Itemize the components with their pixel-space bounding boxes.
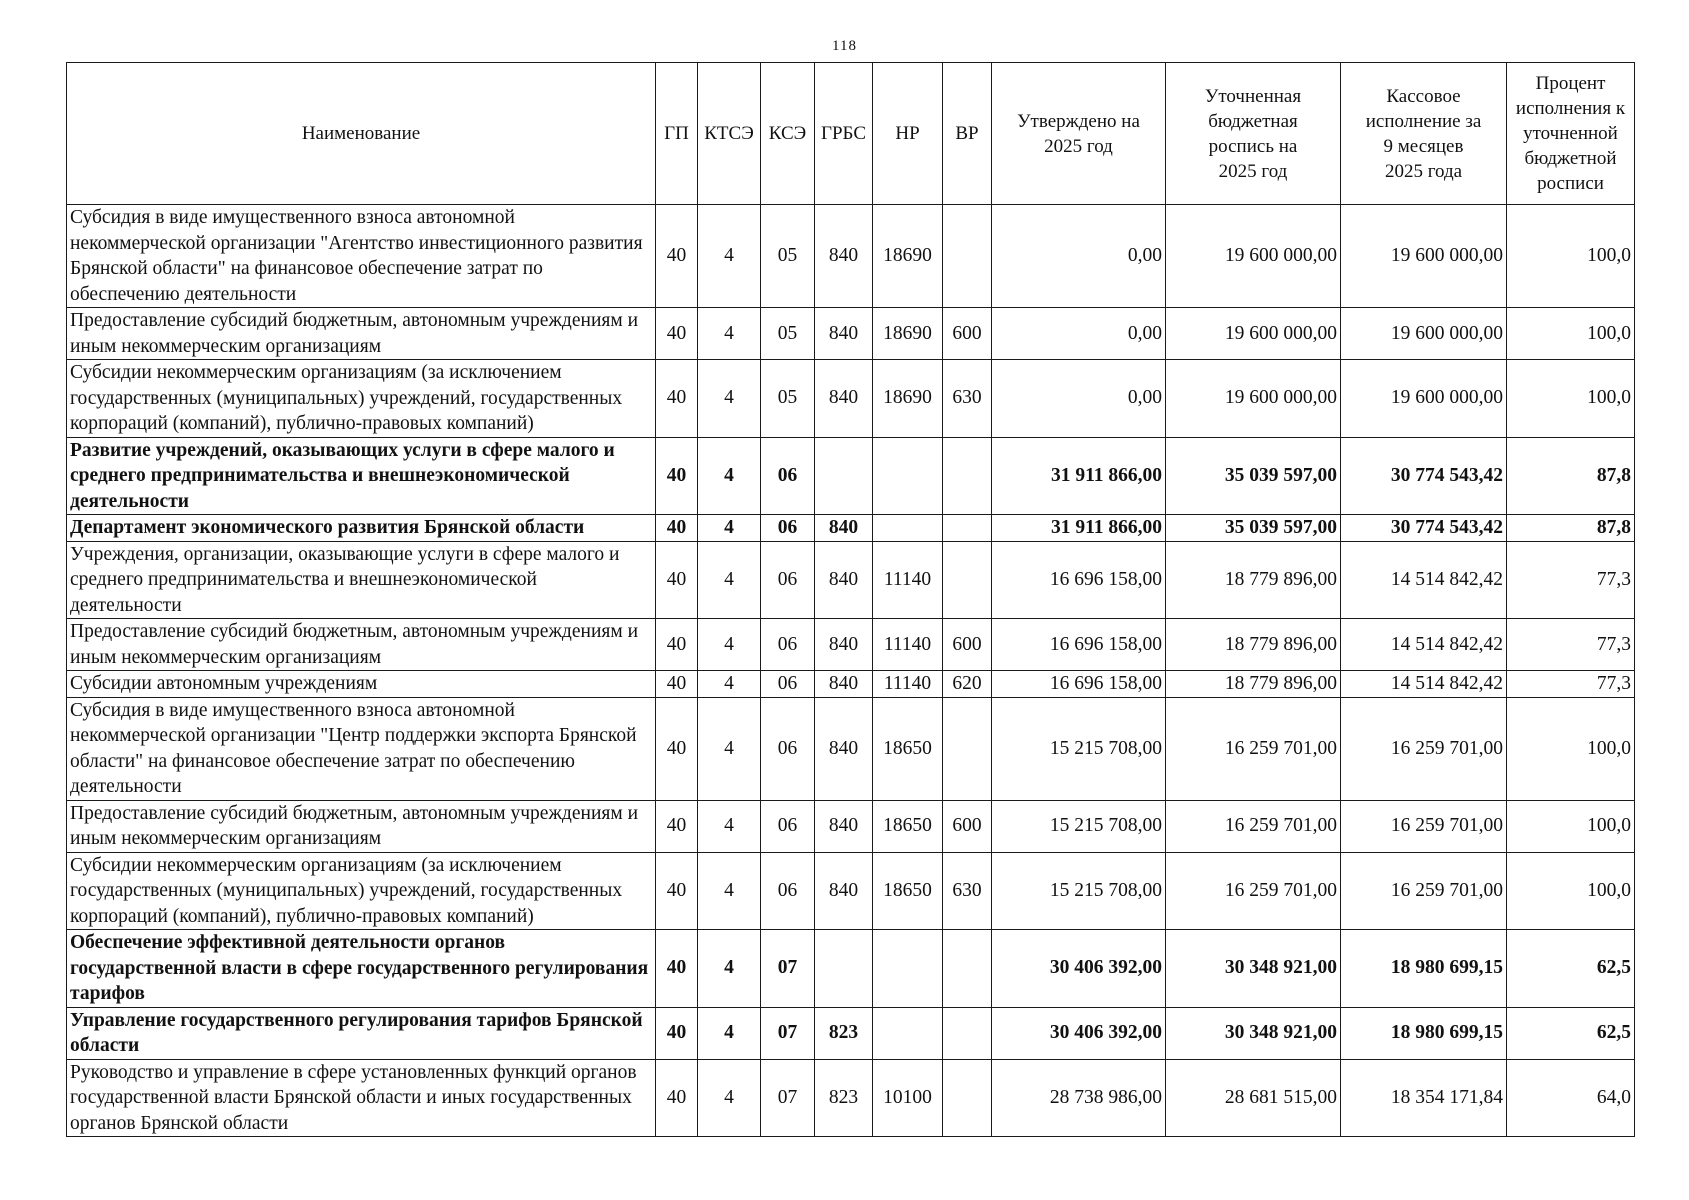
cell-approved: 16 696 158,00	[992, 619, 1166, 671]
cell-vr	[943, 437, 992, 515]
cell-nr: 11140	[873, 619, 943, 671]
row-name: Обеспечение эффективной деятельности органов государственной власти в сфере государственного регулирования тарифов	[67, 930, 656, 1008]
row-name: Предоставление субсидий бюджетным, автономным учреждениям и иным некоммерческим организациям	[67, 619, 656, 671]
row-name: Управление государственного регулирования тарифов Брянской области	[67, 1007, 656, 1059]
cell-gp: 40	[656, 1007, 698, 1059]
cell-refined: 18 779 896,00	[1166, 619, 1341, 671]
cell-vr	[943, 697, 992, 800]
cell-vr: 600	[943, 619, 992, 671]
cell-cash: 18 354 171,84	[1341, 1059, 1507, 1137]
cell-gp: 40	[656, 360, 698, 438]
cell-grbs: 823	[815, 1059, 873, 1137]
cell-percent: 100,0	[1507, 308, 1635, 360]
table-row	[67, 619, 1635, 671]
cell-vr	[943, 1059, 992, 1137]
cell-refined: 19 600 000,00	[1166, 360, 1341, 438]
cell-cash: 19 600 000,00	[1341, 360, 1507, 438]
cell-gp: 40	[656, 437, 698, 515]
header-vr: ВР	[943, 63, 992, 205]
cell-cash: 16 259 701,00	[1341, 852, 1507, 930]
cell-percent: 77,3	[1507, 671, 1635, 698]
cell-refined: 35 039 597,00	[1166, 515, 1341, 542]
cell-cash: 14 514 842,42	[1341, 671, 1507, 698]
cell-nr: 18650	[873, 852, 943, 930]
cell-refined: 16 259 701,00	[1166, 697, 1341, 800]
cell-percent: 100,0	[1507, 360, 1635, 438]
cell-grbs: 840	[815, 697, 873, 800]
cell-cash: 16 259 701,00	[1341, 697, 1507, 800]
cell-approved: 31 911 866,00	[992, 437, 1166, 515]
cell-cash: 30 774 543,42	[1341, 515, 1507, 542]
cell-approved: 16 696 158,00	[992, 671, 1166, 698]
cell-kse: 05	[761, 360, 815, 438]
cell-gp: 40	[656, 205, 698, 308]
cell-nr	[873, 930, 943, 1008]
cell-ktse: 4	[698, 930, 761, 1008]
cell-vr: 600	[943, 308, 992, 360]
cell-kse: 06	[761, 515, 815, 542]
cell-grbs	[815, 930, 873, 1008]
cell-cash: 16 259 701,00	[1341, 800, 1507, 852]
table-row	[67, 308, 1635, 360]
cell-percent: 77,3	[1507, 619, 1635, 671]
cell-gp: 40	[656, 619, 698, 671]
table-body	[67, 205, 1635, 1137]
cell-gp: 40	[656, 852, 698, 930]
cell-nr	[873, 437, 943, 515]
cell-percent: 62,5	[1507, 930, 1635, 1008]
cell-kse: 07	[761, 1007, 815, 1059]
cell-ktse: 4	[698, 619, 761, 671]
cell-ktse: 4	[698, 205, 761, 308]
cell-ktse: 4	[698, 437, 761, 515]
cell-refined: 35 039 597,00	[1166, 437, 1341, 515]
cell-ktse: 4	[698, 1059, 761, 1137]
cell-refined: 30 348 921,00	[1166, 1007, 1341, 1059]
cell-gp: 40	[656, 697, 698, 800]
cell-ktse: 4	[698, 697, 761, 800]
cell-ktse: 4	[698, 800, 761, 852]
cell-nr: 18650	[873, 697, 943, 800]
cell-nr	[873, 1007, 943, 1059]
table-row	[67, 852, 1635, 930]
cell-grbs: 840	[815, 619, 873, 671]
cell-ktse: 4	[698, 541, 761, 619]
cell-kse: 06	[761, 671, 815, 698]
cell-percent: 62,5	[1507, 1007, 1635, 1059]
cell-gp: 40	[656, 308, 698, 360]
row-name: Субсидия в виде имущественного взноса автономной некоммерческой организации "Агентство инвестиционного развития Брянской области" на финансовое обеспечение затрат по обеспечению деятельности	[67, 205, 656, 308]
cell-nr	[873, 515, 943, 542]
cell-vr	[943, 541, 992, 619]
cell-vr	[943, 1007, 992, 1059]
header-ktse: КТСЭ	[698, 63, 761, 205]
header-gp: ГП	[656, 63, 698, 205]
cell-kse: 06	[761, 800, 815, 852]
table-row	[67, 930, 1635, 1008]
cell-percent: 64,0	[1507, 1059, 1635, 1137]
row-name: Развитие учреждений, оказывающих услуги в сфере малого и среднего предпринимательства и внешнеэкономической деятельности	[67, 437, 656, 515]
row-name: Предоставление субсидий бюджетным, автономным учреждениям и иным некоммерческим организациям	[67, 800, 656, 852]
cell-gp: 40	[656, 541, 698, 619]
cell-kse: 06	[761, 541, 815, 619]
cell-refined: 18 779 896,00	[1166, 541, 1341, 619]
cell-vr: 630	[943, 852, 992, 930]
header-row	[67, 63, 1635, 205]
cell-nr: 18650	[873, 800, 943, 852]
cell-approved: 30 406 392,00	[992, 1007, 1166, 1059]
table-row	[67, 697, 1635, 800]
cell-vr: 600	[943, 800, 992, 852]
cell-percent: 87,8	[1507, 437, 1635, 515]
header-nr: НР	[873, 63, 943, 205]
cell-kse: 06	[761, 852, 815, 930]
cell-kse: 05	[761, 205, 815, 308]
cell-grbs: 840	[815, 515, 873, 542]
cell-grbs: 840	[815, 671, 873, 698]
cell-grbs: 840	[815, 308, 873, 360]
header-refined: Уточненная бюджетная роспись на 2025 год	[1166, 63, 1341, 205]
cell-approved: 15 215 708,00	[992, 697, 1166, 800]
cell-nr: 18690	[873, 360, 943, 438]
cell-vr	[943, 930, 992, 1008]
row-name: Учреждения, организации, оказывающие услуги в сфере малого и среднего предпринимательства и внешнеэкономической деятельности	[67, 541, 656, 619]
cell-gp: 40	[656, 800, 698, 852]
cell-nr: 11140	[873, 671, 943, 698]
cell-refined: 19 600 000,00	[1166, 205, 1341, 308]
cell-grbs: 840	[815, 541, 873, 619]
row-name: Департамент экономического развития Брянской области	[67, 515, 656, 542]
cell-nr: 11140	[873, 541, 943, 619]
cell-vr: 620	[943, 671, 992, 698]
cell-cash: 18 980 699,15	[1341, 1007, 1507, 1059]
table-row	[67, 541, 1635, 619]
cell-vr	[943, 515, 992, 542]
header-approved: Утверждено на 2025 год	[992, 63, 1166, 205]
page-number: 118	[832, 38, 857, 54]
cell-grbs: 840	[815, 852, 873, 930]
cell-refined: 28 681 515,00	[1166, 1059, 1341, 1137]
cell-kse: 06	[761, 697, 815, 800]
cell-ktse: 4	[698, 515, 761, 542]
cell-approved: 0,00	[992, 308, 1166, 360]
cell-nr: 18690	[873, 205, 943, 308]
row-name: Субсидии некоммерческим организациям (за исключением государственных (муниципальных) учреждений, государственных корпораций (компаний), публично-правовых компаний)	[67, 360, 656, 438]
row-name: Субсидия в виде имущественного взноса автономной некоммерческой организации "Центр поддержки экспорта Брянской области" на финансовое обеспечение затрат по обеспечению деятельности	[67, 697, 656, 800]
cell-kse: 05	[761, 308, 815, 360]
cell-percent: 77,3	[1507, 541, 1635, 619]
cell-gp: 40	[656, 1059, 698, 1137]
row-name: Предоставление субсидий бюджетным, автономным учреждениям и иным некоммерческим организациям	[67, 308, 656, 360]
cell-cash: 19 600 000,00	[1341, 308, 1507, 360]
header-grbs: ГРБС	[815, 63, 873, 205]
cell-grbs	[815, 437, 873, 515]
cell-percent: 100,0	[1507, 852, 1635, 930]
cell-vr	[943, 205, 992, 308]
cell-refined: 18 779 896,00	[1166, 671, 1341, 698]
cell-nr: 18690	[873, 308, 943, 360]
cell-ktse: 4	[698, 852, 761, 930]
cell-refined: 16 259 701,00	[1166, 852, 1341, 930]
budget-table	[66, 62, 1635, 1137]
cell-approved: 15 215 708,00	[992, 852, 1166, 930]
cell-grbs: 823	[815, 1007, 873, 1059]
cell-grbs: 840	[815, 800, 873, 852]
cell-percent: 100,0	[1507, 697, 1635, 800]
cell-ktse: 4	[698, 671, 761, 698]
table-row	[67, 515, 1635, 542]
cell-cash: 30 774 543,42	[1341, 437, 1507, 515]
header-cash: Кассовое исполнение за 9 месяцев 2025 года	[1341, 63, 1507, 205]
cell-approved: 16 696 158,00	[992, 541, 1166, 619]
cell-approved: 30 406 392,00	[992, 930, 1166, 1008]
header-percent: Процент исполнения к уточненной бюджетной росписи	[1507, 63, 1635, 205]
row-name: Субсидии автономным учреждениям	[67, 671, 656, 698]
cell-refined: 30 348 921,00	[1166, 930, 1341, 1008]
cell-approved: 28 738 986,00	[992, 1059, 1166, 1137]
header-name: Наименование	[67, 63, 656, 205]
cell-refined: 19 600 000,00	[1166, 308, 1341, 360]
table-row	[67, 437, 1635, 515]
cell-refined: 16 259 701,00	[1166, 800, 1341, 852]
table-row	[67, 205, 1635, 308]
cell-ktse: 4	[698, 1007, 761, 1059]
table-row	[67, 671, 1635, 698]
row-name: Субсидии некоммерческим организациям (за исключением государственных (муниципальных) учреждений, государственных корпораций (компаний), публично-правовых компаний)	[67, 852, 656, 930]
cell-percent: 87,8	[1507, 515, 1635, 542]
cell-ktse: 4	[698, 360, 761, 438]
cell-grbs: 840	[815, 360, 873, 438]
cell-vr: 630	[943, 360, 992, 438]
cell-kse: 06	[761, 437, 815, 515]
table-row	[67, 800, 1635, 852]
cell-nr: 10100	[873, 1059, 943, 1137]
cell-cash: 14 514 842,42	[1341, 619, 1507, 671]
cell-kse: 06	[761, 619, 815, 671]
cell-approved: 31 911 866,00	[992, 515, 1166, 542]
cell-kse: 07	[761, 930, 815, 1008]
cell-cash: 14 514 842,42	[1341, 541, 1507, 619]
cell-approved: 15 215 708,00	[992, 800, 1166, 852]
table-row	[67, 1007, 1635, 1059]
cell-grbs: 840	[815, 205, 873, 308]
cell-gp: 40	[656, 671, 698, 698]
header-kse: КСЭ	[761, 63, 815, 205]
cell-percent: 100,0	[1507, 205, 1635, 308]
cell-percent: 100,0	[1507, 800, 1635, 852]
cell-ktse: 4	[698, 308, 761, 360]
cell-approved: 0,00	[992, 360, 1166, 438]
table-row	[67, 360, 1635, 438]
table-row	[67, 1059, 1635, 1137]
cell-kse: 07	[761, 1059, 815, 1137]
row-name: Руководство и управление в сфере установленных функций органов государственной власти Брянской области и иных государственных органов Брянской области	[67, 1059, 656, 1137]
cell-cash: 19 600 000,00	[1341, 205, 1507, 308]
cell-approved: 0,00	[992, 205, 1166, 308]
cell-gp: 40	[656, 930, 698, 1008]
cell-cash: 18 980 699,15	[1341, 930, 1507, 1008]
cell-gp: 40	[656, 515, 698, 542]
